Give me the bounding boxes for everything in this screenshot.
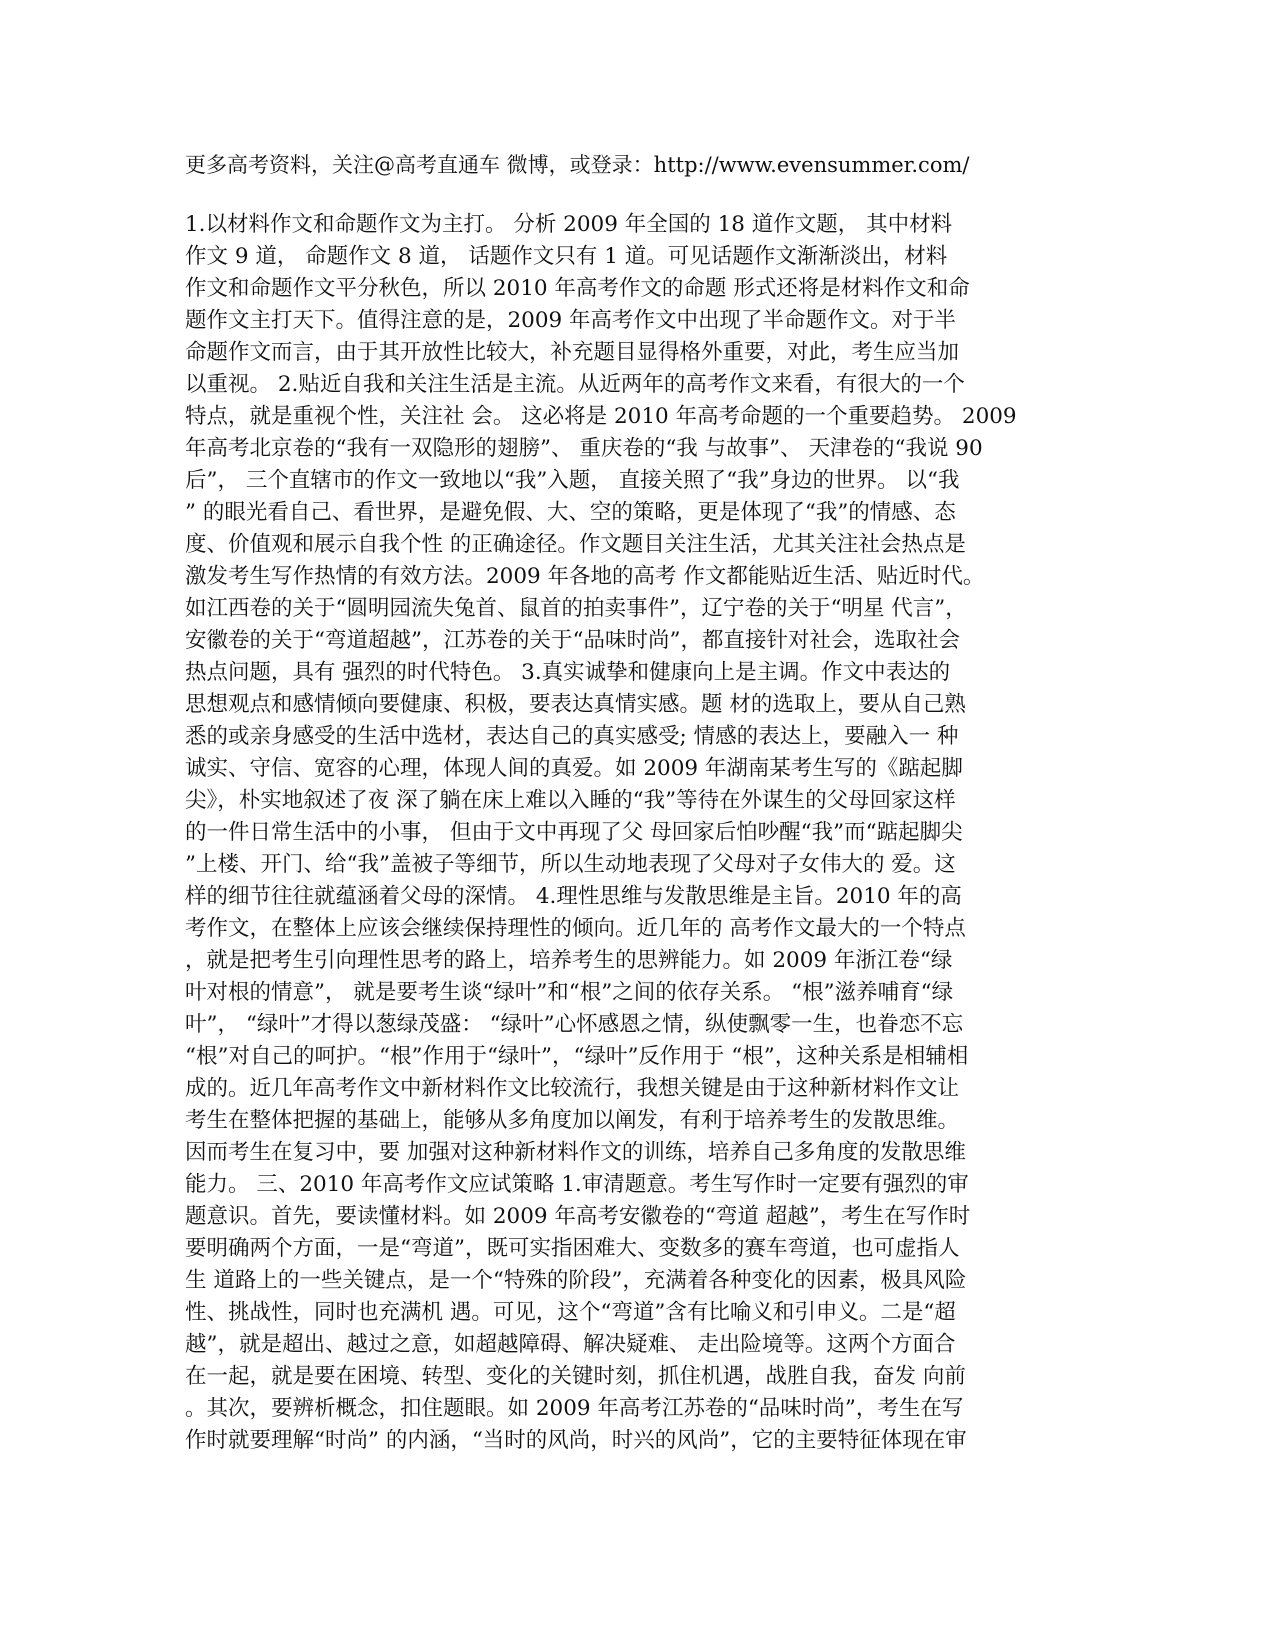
body-line: 命题作文而言，由于其开放性比较大，补充题目显得格外重要，对此，考生应当加 — [185, 340, 960, 365]
body-line: 作时就要理解“时尚” 的内涵，“当时的风尚，时兴的风尚”，它的主要特征体现在审 — [185, 1428, 967, 1453]
body-line: 因而考生在复习中，要 加强对这种新材料作文的训练，培养自己多角度的发散思维 — [185, 1140, 966, 1165]
body-line: 的一件日常生活中的小事， 但由于文中再现了父 母回家后怕吵醒“我”而“踮起脚尖 — [185, 820, 963, 845]
document-body — [185, 209, 1085, 1457]
body-line: 诚实、守信、宽容的心理，体现人间的真爱。如 2009 年湖南某考生写的《踮起脚 — [185, 756, 963, 781]
body-line: 1.以材料作文和命题作文为主打。 分析 2009 年全国的 18 道作文题， 其中材料 — [185, 212, 953, 237]
body-line: 热点问题，具有 强烈的时代特色。 3.真实诚挚和健康向上是主调。作文中表达的 — [185, 660, 951, 685]
body-line: 尖》，朴实地叙述了夜 深了躺在床上难以入睡的“我”等待在外谋生的父母回家这样 — [185, 788, 956, 813]
body-line: 样的细节往往就蕴涵着父母的深情。 4.理性思维与发散思维是主旨。2010 年的高 — [185, 884, 962, 909]
body-line: 度、价值观和展示自我个性 的正确途径。作文题目关注生活，尤其关注社会热点是 — [185, 532, 966, 557]
body-line: “根”对自己的呵护。“根”作用于“绿叶”，“绿叶”反作用于 “根”，这种关系是相辅相 — [185, 1044, 969, 1069]
body-line: 题作文主打天下。值得注意的是，2009 年高考作文中出现了半命题作文。对于半 — [185, 308, 957, 333]
body-line: 叶对根的情意”， 就是要考生谈“绿叶”和“根”之间的依存关系。 “根”滋养哺育“绿 — [185, 980, 954, 1005]
body-line: 后”， 三个直辖市的作文一致地以“我”入题， 直接关照了“我”身边的世界。 以“我 — [185, 468, 960, 493]
body-line: 生 道路上的一些关键点，是一个“特殊的阶段”，充满着各种变化的因素，极具风险 — [185, 1268, 967, 1293]
body-line: 考作文，在整体上应该会继续保持理性的倾向。近几年的 高考作文最大的一个特点 — [185, 916, 966, 941]
body-line: 思想观点和感情倾向要健康、积极，要表达真情实感。题 材的选取上，要从自己熟 — [185, 692, 966, 717]
body-line: 激发考生写作热情的有效方法。2009 年各地的高考 作文都能贴近生活、贴近时代。 — [185, 564, 985, 589]
body-line: 特点，就是重视个性，关注社 会。 这必将是 2010 年高考命题的一个重要趋势。 2009 — [185, 404, 1017, 429]
body-line: 如江西卷的关于“圆明园流失兔首、鼠首的拍卖事件”，辽宁卷的关于“明星 代言”， — [185, 596, 967, 621]
body-line: 年高考北京卷的“我有一双隐形的翅膀”、 重庆卷的“我 与故事”、 天津卷的“我说 90 — [185, 436, 983, 461]
body-line: 。其次，要辨析概念，扣住题眼。如 2009 年高考江苏卷的“品味时尚”，考生在写 — [185, 1396, 964, 1421]
body-line: 安徽卷的关于“弯道超越”，江苏卷的关于“品味时尚”，都直接针对社会，选取社会 — [185, 628, 960, 653]
body-line: 作文 9 道， 命题作文 8 道， 话题作文只有 1 道。可见话题作文渐渐淡出，材料 — [185, 244, 948, 269]
body-line: 作文和命题作文平分秋色，所以 2010 年高考作文的命题 形式还将是材料作文和命 — [185, 276, 970, 301]
body-line: 性、挑战性，同时也充满机 遇。可见，这个“弯道”含有比喻义和引申义。二是“超 — [185, 1300, 956, 1325]
body-line: 考生在整体把握的基础上，能够从多角度加以阐发，有利于培养考生的发散思维。 — [185, 1108, 960, 1133]
body-line: 成的。近几年高考作文中新材料作文比较流行，我想关键是由于这种新材料作文让 — [185, 1076, 960, 1101]
body-line: ” 的眼光看自己、看世界，是避免假、大、空的策略，更是体现了“我”的情感、态 — [185, 500, 956, 525]
body-line: 悉的或亲身感受的生活中选材，表达自己的真实感受; 情感的表达上，要融入一 种 — [185, 724, 959, 749]
body-line: 题意识。首先，要读懂材料。如 2009 年高考安徽卷的“弯道 超越”，考生在写作时 — [185, 1204, 971, 1229]
body-line: ，就是把考生引向理性思考的路上，培养考生的思辨能力。如 2009 年浙江卷“绿 — [185, 948, 953, 973]
body-line: 要明确两个方面，一是“弯道”，既可实指困难大、变数多的赛车弯道，也可虚指人 — [185, 1236, 960, 1261]
body-line: 以重视。 2.贴近自我和关注生活是主流。从近两年的高考作文来看，有很大的一个 — [185, 372, 965, 397]
body-line: 在一起，就是要在困境、转型、变化的关键时刻，抓住机遇，战胜自我，奋发 向前 — [185, 1364, 966, 1389]
body-line: 能力。 三、2010 年高考作文应试策略 1.审清题意。考生写作时一定要有强烈的审 — [185, 1172, 969, 1197]
header-promo-text: 更多高考资料，关注@高考直通车 微博，或登录：http://www.evensummer.com/ — [185, 153, 970, 177]
body-line: 越”，就是超出、越过之意，如超越障碍、解决疑难、 走出险境等。这两个方面合 — [185, 1332, 956, 1357]
body-line: 叶”， “绿叶”才得以葱绿茂盛： “绿叶”心怀感恩之情，纵使飘零一生，也眷恋不忘 — [185, 1012, 964, 1037]
body-line: ”上楼、开门、给“我”盖被子等细节，所以生动地表现了父母对子女伟大的 爱。这 — [185, 852, 956, 877]
